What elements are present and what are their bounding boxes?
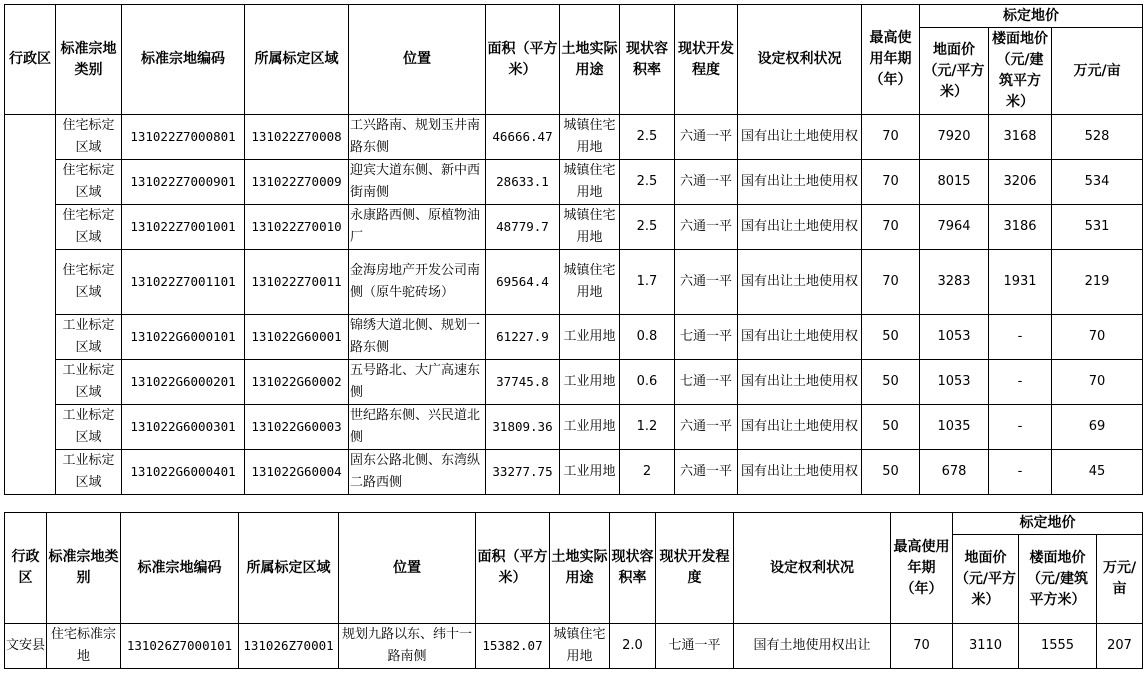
years-cell: 70: [862, 115, 920, 160]
header-zone: 所属标定区域: [239, 513, 339, 624]
use-cell: 城镇住宅用地: [560, 115, 620, 160]
header-row: [5, 5, 1143, 28]
code-cell: 131022G6000101: [122, 315, 245, 360]
code-cell: 131022Z7000801: [122, 115, 245, 160]
wan-mu-cell: 207: [1097, 624, 1143, 669]
floor-price-cell: -: [989, 450, 1052, 495]
far-cell: 1.7: [620, 250, 675, 315]
location-cell: 迎宾大道东侧、新中西街南侧: [349, 160, 486, 205]
use-cell: 城镇住宅用地: [560, 250, 620, 315]
header-use: 土地实际用途: [560, 5, 620, 115]
use-cell: 城镇住宅用地: [560, 205, 620, 250]
far-cell: 2: [620, 450, 675, 495]
wan-mu-cell: 528: [1052, 115, 1143, 160]
land-price-cell: 1053: [920, 360, 989, 405]
floor-price-cell: 3186: [989, 205, 1052, 250]
land-price-table-1: [4, 4, 1143, 495]
area-cell: 31809.36: [486, 405, 560, 450]
category-cell: 工业标定区域: [56, 315, 122, 360]
land-price-cell: 3283: [920, 250, 989, 315]
header-code: 标准宗地编码: [121, 513, 239, 624]
far-cell: 2.5: [620, 205, 675, 250]
land-price-cell: 8015: [920, 160, 989, 205]
district-cell: 文安县: [5, 624, 47, 669]
zone-cell: 131022G60003: [245, 405, 349, 450]
rights-cell: 国有出让土地使用权: [738, 450, 862, 495]
header-price-group: 标定地价: [920, 5, 1143, 28]
zone-cell: 131022Z70011: [245, 250, 349, 315]
header-category: 标准宗地类别: [47, 513, 121, 624]
table-row: [5, 360, 1143, 405]
rights-cell: 国有出让土地使用权: [738, 205, 862, 250]
location-cell: 永康路西侧、原植物油厂: [349, 205, 486, 250]
rights-cell: 国有出让土地使用权: [738, 115, 862, 160]
header-far: 现状容积率: [610, 513, 656, 624]
years-cell: 50: [862, 405, 920, 450]
category-cell: 工业标定区域: [56, 360, 122, 405]
header-category: 标准宗地类别: [56, 5, 122, 115]
dev-cell: 六通一平: [675, 405, 738, 450]
rights-cell: 国有土地使用权出让: [734, 624, 891, 669]
header-area: 面积（平方米）: [486, 5, 560, 115]
wan-mu-cell: 534: [1052, 160, 1143, 205]
header-years: 最高使用年期（年）: [862, 5, 920, 115]
header-years: 最高使用年期（年）: [891, 513, 953, 624]
code-cell: 131022G6000301: [122, 405, 245, 450]
floor-price-cell: -: [989, 315, 1052, 360]
header-zone: 所属标定区域: [245, 5, 349, 115]
table-row: [5, 250, 1143, 315]
dev-cell: 六通一平: [675, 205, 738, 250]
table-row: [5, 624, 1143, 669]
far-cell: 1.2: [620, 405, 675, 450]
header-use: 土地实际用途: [550, 513, 610, 624]
zone-cell: 131022Z70008: [245, 115, 349, 160]
category-cell: 住宅标定区域: [56, 160, 122, 205]
rights-cell: 国有出让土地使用权: [738, 250, 862, 315]
wan-mu-cell: 219: [1052, 250, 1143, 315]
header-floor-price: 楼面地价（元/建筑平方米）: [1019, 535, 1097, 624]
table-row: [5, 450, 1143, 495]
code-cell: 131022Z7000901: [122, 160, 245, 205]
location-cell: 工兴路南、规划玉井南路东侧: [349, 115, 486, 160]
header-land-price: 地面价（元/平方米）: [920, 28, 989, 115]
header-district: 行政区: [5, 513, 47, 624]
header-rights: 设定权利状况: [738, 5, 862, 115]
zone-cell: 131022Z70010: [245, 205, 349, 250]
location-cell: 锦绣大道北侧、规划一路东侧: [349, 315, 486, 360]
header-dev: 现状开发程度: [675, 5, 738, 115]
years-cell: 70: [862, 205, 920, 250]
land-price-cell: 1035: [920, 405, 989, 450]
dev-cell: 六通一平: [675, 160, 738, 205]
code-cell: 131022G6000401: [122, 450, 245, 495]
use-cell: 工业用地: [560, 360, 620, 405]
far-cell: 2.5: [620, 115, 675, 160]
area-cell: 46666.47: [486, 115, 560, 160]
use-cell: 工业用地: [560, 405, 620, 450]
dev-cell: 六通一平: [675, 450, 738, 495]
area-cell: 28633.1: [486, 160, 560, 205]
header-far: 现状容积率: [620, 5, 675, 115]
header-location: 位置: [339, 513, 476, 624]
far-cell: 0.6: [620, 360, 675, 405]
header-wan-mu: 万元/亩: [1052, 28, 1143, 115]
floor-price-cell: 3168: [989, 115, 1052, 160]
floor-price-cell: 1931: [989, 250, 1052, 315]
dev-cell: 六通一平: [675, 115, 738, 160]
table-row: [5, 315, 1143, 360]
rights-cell: 国有出让土地使用权: [738, 315, 862, 360]
header-floor-price: 楼面地价（元/建筑平方米）: [989, 28, 1052, 115]
wan-mu-cell: 70: [1052, 315, 1143, 360]
code-cell: 131022Z7001101: [122, 250, 245, 315]
wan-mu-cell: 69: [1052, 405, 1143, 450]
code-cell: 131026Z7000101: [121, 624, 239, 669]
floor-price-cell: -: [989, 360, 1052, 405]
header-rights: 设定权利状况: [734, 513, 891, 624]
zone-cell: 131022Z70009: [245, 160, 349, 205]
land-price-cell: 7964: [920, 205, 989, 250]
use-cell: 城镇住宅用地: [560, 160, 620, 205]
far-cell: 0.8: [620, 315, 675, 360]
floor-price-cell: 3206: [989, 160, 1052, 205]
far-cell: 2.5: [620, 160, 675, 205]
location-cell: 金海房地产开发公司南侧（原牛驼砖场）: [349, 250, 486, 315]
header-location: 位置: [349, 5, 486, 115]
dev-cell: 七通一平: [675, 315, 738, 360]
rights-cell: 国有出让土地使用权: [738, 405, 862, 450]
location-cell: 五号路北、大广高速东侧: [349, 360, 486, 405]
land-price-cell: 7920: [920, 115, 989, 160]
land-price-cell: 3110: [953, 624, 1019, 669]
category-cell: 住宅标定区域: [56, 250, 122, 315]
land-price-cell: 678: [920, 450, 989, 495]
dev-cell: 七通一平: [675, 360, 738, 405]
far-cell: 2.0: [610, 624, 656, 669]
district-cell: [5, 115, 56, 495]
zone-cell: 131022G60002: [245, 360, 349, 405]
years-cell: 50: [862, 360, 920, 405]
category-cell: 住宅标定区域: [56, 205, 122, 250]
rights-cell: 国有出让土地使用权: [738, 360, 862, 405]
header-district: 行政区: [5, 5, 56, 115]
years-cell: 50: [862, 450, 920, 495]
zone-cell: 131022G60004: [245, 450, 349, 495]
category-cell: 工业标定区域: [56, 450, 122, 495]
area-cell: 33277.75: [486, 450, 560, 495]
years-cell: 70: [862, 250, 920, 315]
header-price-group: 标定地价: [953, 513, 1143, 535]
zone-cell: 131022G60001: [245, 315, 349, 360]
dev-cell: 七通一平: [656, 624, 734, 669]
floor-price-cell: 1555: [1019, 624, 1097, 669]
location-cell: 固东公路北侧、东湾纵二路西侧: [349, 450, 486, 495]
wan-mu-cell: 70: [1052, 360, 1143, 405]
area-cell: 69564.4: [486, 250, 560, 315]
years-cell: 50: [862, 315, 920, 360]
land-price-cell: 1053: [920, 315, 989, 360]
use-cell: 工业用地: [560, 450, 620, 495]
table-row: [5, 160, 1143, 205]
use-cell: 工业用地: [560, 315, 620, 360]
code-cell: 131022Z7001001: [122, 205, 245, 250]
area-cell: 37745.8: [486, 360, 560, 405]
header-dev: 现状开发程度: [656, 513, 734, 624]
area-cell: 61227.9: [486, 315, 560, 360]
location-cell: 规划九路以东、纬十一路南侧: [339, 624, 476, 669]
years-cell: 70: [862, 160, 920, 205]
area-cell: 48779.7: [486, 205, 560, 250]
dev-cell: 六通一平: [675, 250, 738, 315]
use-cell: 城镇住宅用地: [550, 624, 610, 669]
location-cell: 世纪路东侧、兴民道北侧: [349, 405, 486, 450]
table-row: [5, 205, 1143, 250]
header-land-price: 地面价（元/平方米）: [953, 535, 1019, 624]
category-cell: 住宅标准宗地: [47, 624, 121, 669]
code-cell: 131022G6000201: [122, 360, 245, 405]
wan-mu-cell: 45: [1052, 450, 1143, 495]
land-price-table-2: [4, 512, 1143, 669]
category-cell: 住宅标定区域: [56, 115, 122, 160]
area-cell: 15382.07: [476, 624, 550, 669]
header-code: 标准宗地编码: [122, 5, 245, 115]
zone-cell: 131026Z70001: [239, 624, 339, 669]
header-row: [5, 513, 1143, 535]
table-row: [5, 405, 1143, 450]
floor-price-cell: -: [989, 405, 1052, 450]
wan-mu-cell: 531: [1052, 205, 1143, 250]
rights-cell: 国有出让土地使用权: [738, 160, 862, 205]
years-cell: 70: [891, 624, 953, 669]
header-area: 面积（平方米）: [476, 513, 550, 624]
category-cell: 工业标定区域: [56, 405, 122, 450]
header-wan-mu: 万元/亩: [1097, 535, 1143, 624]
table-row: [5, 115, 1143, 160]
